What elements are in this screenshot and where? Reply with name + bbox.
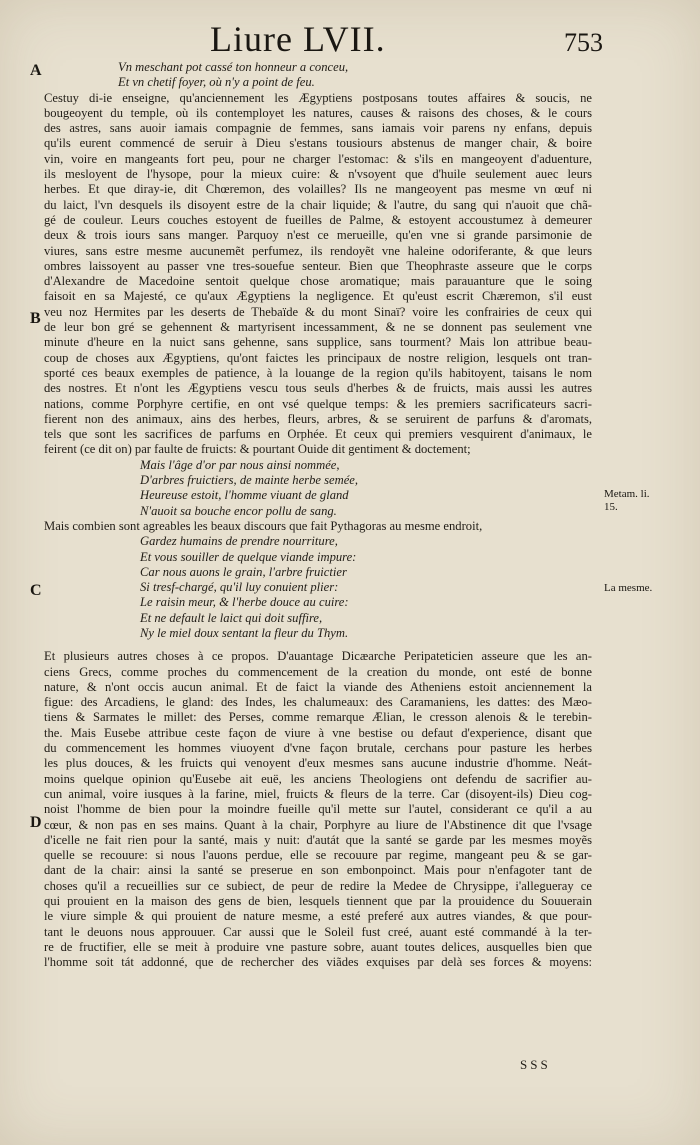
text-line: ombres laissoyent au passer vne tres-souefue senteur. Bien que Theophraste asseure que le corps bbox=[44, 258, 592, 273]
text-line: du laict, l'vn desquels ils disoyent estre de la chair liquide; & l'autre, du sang qui n'auoit que chã- bbox=[44, 197, 592, 212]
verse-line: Si tresf-chargé, qu'il luy conuient plier: bbox=[140, 580, 339, 595]
text-line: de leur bon gré se gehennent & martyrisent incessamment, & ne se donnent pas seulement vne bbox=[44, 320, 592, 335]
section-letter-c: C bbox=[30, 582, 42, 599]
text-line: sporté ces beaux exemples de patience, à la louange de la region qu'ils habitoyent, taisans le nom bbox=[44, 365, 592, 380]
text-line: d'icelle ne fait rien pour la santé, mais y nuit: d'autát que la santé se garde par les mesmes moyẽs bbox=[44, 832, 592, 847]
text-line: qu'ils eurent commencé de seruir à Dieu s'estans tousiours abstenus de manger chair, & boire bbox=[44, 136, 592, 151]
verse-line: Vn meschant pot cassé ton honneur a conceu, bbox=[118, 60, 349, 74]
text-line: d'Alexandre de Macedoine sentoit quelque chose aromatique; mais parauanture que le soing bbox=[44, 274, 592, 289]
text-line: dant de la chair: ainsi la santé se preserue en son embonpoinct. Mais pour n'enfagoter tant de bbox=[44, 863, 592, 878]
verse-block-pythagoras bbox=[44, 534, 592, 641]
text-line: Cestuy di-ie enseigne, qu'anciennement les Ægyptiens postposans toutes affaires & soucis, ne bbox=[44, 90, 592, 105]
text-line: noist l'homme de bien pour la moindre fueille qu'il mette sur l'autel, considerant ce qu'il a au bbox=[44, 802, 592, 817]
text-line: des nostres. Et n'ont les Ægyptiens vescu tous seuls d'herbes & de fruicts, mais aussi les autres bbox=[44, 381, 592, 396]
text-line: quelle se recouure: si nous l'auons perdue, elle se recouure par regime, mangeant peu & se gar- bbox=[44, 848, 592, 863]
text-line-pythagoras: Mais combien sont agreables les beaux discours que fait Pythagoras au mesme endroit, bbox=[44, 518, 483, 533]
text-line: veu noz Hermites par les deserts de Thebaïde & du mont Sinaï? voire les confrairies de ceux qui bbox=[44, 304, 592, 319]
text-line: nature, & n'ont occis aucun animal. Et de faict la viande des Atheniens estoit anciennement la bbox=[44, 679, 592, 694]
text-line: les plus douces, & les fruicts qui venoyent d'eux mesmes sans aucune industrie d'homme. Neát- bbox=[44, 756, 592, 771]
text-line: bougeoyent du temple, où ils contemployet les natures, causes & raisons des choses, & le cours bbox=[44, 105, 592, 120]
main-text bbox=[44, 60, 592, 971]
verse-block-top bbox=[44, 60, 592, 91]
text-line: minute d'heure en la nuict sans gehenne, sans supplice, sans tourment? Mais lon attribue beau- bbox=[44, 335, 592, 350]
section-letter-a: A bbox=[30, 62, 42, 79]
verse-line: Gardez humains de prendre nourriture, bbox=[140, 534, 338, 549]
signature-mark: SSS bbox=[520, 1057, 551, 1072]
paragraph-1 bbox=[44, 91, 592, 458]
text-line: viures, sans estre mesme aucunemẽt perfumez, ils rendoyẽt vne haleine odoriferante, & que leurs bbox=[44, 243, 592, 258]
margin-note-metam: Metam. li. 15. bbox=[604, 488, 650, 513]
verse-line: Et vn chetif foyer, où n'y a point de feu. bbox=[118, 75, 315, 90]
margin-note-la-mesme: La mesme. bbox=[604, 582, 653, 594]
text-line: fierent non des animaux, ains des herbes, fleurs, arbres, & se seruirent de parfuns & d'aromats, bbox=[44, 411, 592, 426]
verse-line: Car nous auons le grain, l'arbre fruictier bbox=[140, 564, 347, 579]
text-line: feirent (ce dit on) par faulte de fruicts: & pourtant Ouide dit gentiment & doctement; bbox=[44, 442, 471, 457]
text-line: cun animal, voire iusques à la farine, miel, fruicts & fleurs de la terre. Car (disoyent-ils) Dieu cog- bbox=[44, 786, 592, 801]
text-line: choses qu'il a recueillies sur ce subiect, de peur de redire la Medee de Chrysippe, i'allegueray ce bbox=[44, 878, 592, 893]
text-line: deux & trois iours sans manger. Parquoy n'est ce merueille, qu'en vne si grande parsimonie de bbox=[44, 228, 592, 243]
text-line: des astres, sans auoir iamais compagnie de femmes, sans iamais voir parens ny enfans, depuis bbox=[44, 121, 592, 136]
text-line: l'homme soit tát addonné, que de rechercher des viãdes exquises par delà ses forces & moyens: bbox=[44, 955, 592, 970]
text-line: Et plusieurs autres choses à ce propos. D'auantage Dicæarche Peripateticien asseure que les an- bbox=[44, 649, 592, 664]
verse-line: Mais l'âge d'or par nous ainsi nommée, bbox=[140, 457, 340, 472]
text-line: tiens & Sarmates le millet: des Perses, comme remarque Ælian, le cresson alenois & le terebin- bbox=[44, 710, 592, 725]
page-header bbox=[0, 18, 700, 58]
verse-line: Et vous souiller de quelque viande impure: bbox=[140, 549, 357, 564]
text-line: qui prouient en la maison des gens de bien, lesquels tiennent que par la prouidence du Souuerain bbox=[44, 894, 592, 909]
text-line: cœur, & non pas en ses mains. Quant à la chair, Porphyre au liure de l'Abstinence dit que l'vsage bbox=[44, 817, 592, 832]
verse-block-ovide bbox=[44, 458, 592, 519]
text-line: vin, voire en mangeants fort peu, pour ne charger l'estomac: & s'ils en mangeoyent d'aduenture, bbox=[44, 151, 592, 166]
verse-line: D'arbres fruictiers, de mainte herbe semée, bbox=[140, 473, 359, 488]
text-line: figue: des Arcadiens, le gland: des Indes, les chalumeaux: des Caramaniens, les dattes: des Mæo- bbox=[44, 695, 592, 710]
text-line: gé de couleur. Leurs couches estoyent de fueilles de Palme, & estoyent accoustumez à demeurer bbox=[44, 212, 592, 227]
verse-line: Heureuse estoit, l'homme viuant de gland bbox=[140, 488, 349, 503]
text-line: ils mesloyent de l'hysope, pour la mieux cuire: & n'vsoyent que d'huile seulement auec leurs bbox=[44, 167, 592, 182]
verse-line: Le raisin meur, & l'herbe douce au cuire: bbox=[140, 595, 349, 610]
text-line: tant le deuons nous approuuer. Car aussi que le Soleil fust creé, auant esté commandé à la ter- bbox=[44, 924, 592, 939]
text-line: herbes. Et que diray-ie, dit Chœremon, des volailles? Ils ne mangeoyent pas mesme vn œuf ni bbox=[44, 182, 592, 197]
text-line: coup de choses aux Ægyptiens, qu'ont faictes les principaux de nostre religion, lesquels ont tran- bbox=[44, 350, 592, 365]
paragraph-2 bbox=[44, 649, 592, 970]
running-title: Liure LVII. bbox=[210, 19, 386, 59]
section-letter-b: B bbox=[30, 310, 41, 327]
text-line: ciens Grecs, comme proches du commencement de la creation du monde, ont esté de bonne bbox=[44, 664, 592, 679]
text-line: nations, comme Porphyre certifie, en ont vsé quelque temps: & les premiers sacrificateurs sacri- bbox=[44, 396, 592, 411]
text-line: re de fructifier, elle se meit à produire vne pasture sobre, auant toutes delices, ausquelles bien que bbox=[44, 939, 592, 954]
text-line: le viure simple & qui prouient de nature mesme, a esté preferé aux autres viandes, & que pour- bbox=[44, 909, 592, 924]
text-line: faisoit en sa Majesté, ce qu'aux Ægyptiens la negligence. Et qu'eust escrit Chæremon, s'il eust bbox=[44, 289, 592, 304]
verse-line: Ny le miel doux sentant la fleur du Thym. bbox=[140, 625, 349, 640]
text-line: the. Mais Eusebe attribue ceste façon de viure à vne bestise ou defaut d'experience, disant que bbox=[44, 725, 592, 740]
text-line: tels que sont les sacrifices de parfums en Orphée. Et ceux qui premiers vesquirent d'animaux, le bbox=[44, 427, 592, 442]
verse-line: N'auoit sa bouche encor pollu de sang. bbox=[140, 503, 337, 518]
page-number: 753 bbox=[564, 28, 603, 57]
text-line: du commencement les hommes viuoyent d'vne façon brutale, cerchans pour pasture les herbes bbox=[44, 741, 592, 756]
verse-line: Et ne default le laict qui doit suffire, bbox=[140, 610, 323, 625]
section-letter-d: D bbox=[30, 814, 42, 831]
text-line: moins quelque opinion qu'Eusebe ait euë, les anciens Theologiens ont defendu de sacrifier au- bbox=[44, 771, 592, 786]
